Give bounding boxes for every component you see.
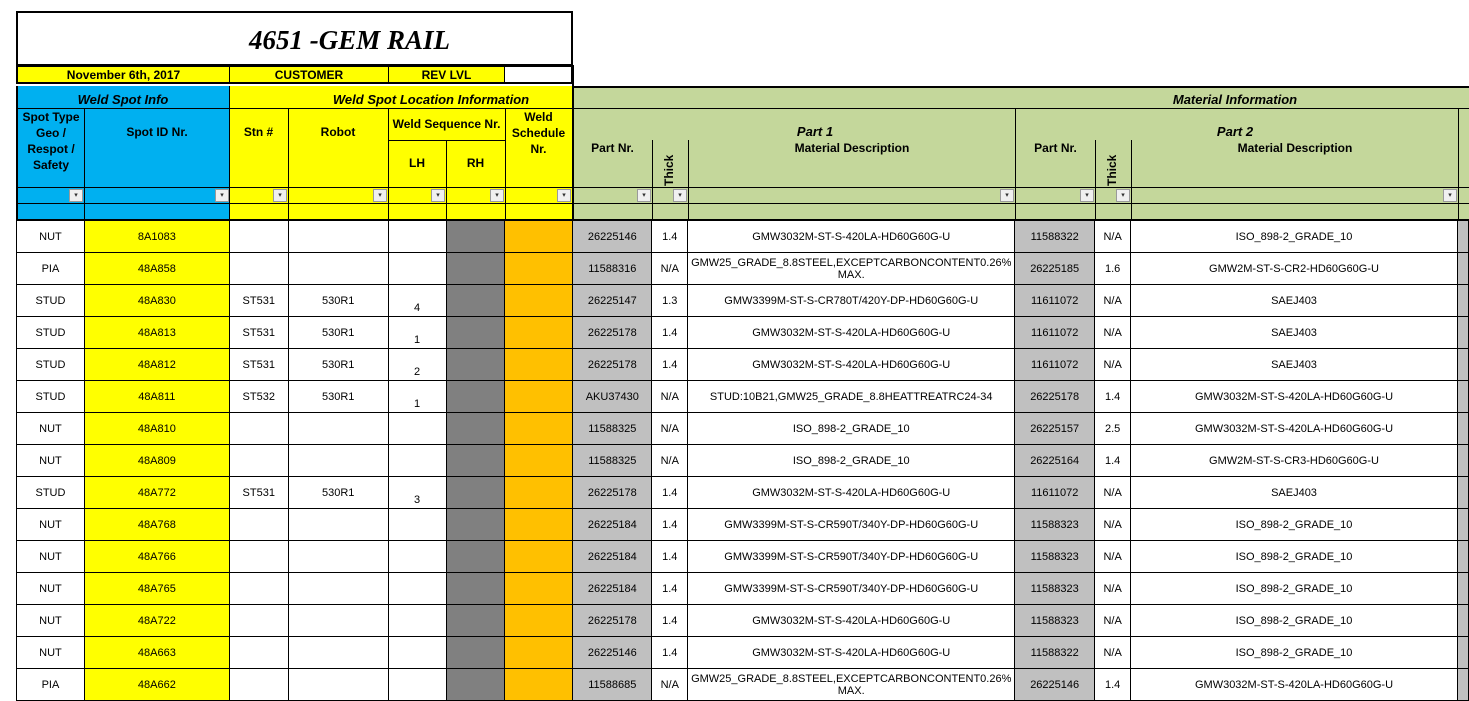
lh-seq-cell[interactable] <box>388 509 446 541</box>
lh-seq-cell[interactable]: 1 <box>388 381 446 413</box>
part1-nr-cell[interactable]: 11588685 <box>573 669 652 701</box>
edge-cell[interactable] <box>1457 253 1468 285</box>
robot-cell[interactable] <box>288 221 388 253</box>
stn-cell[interactable]: ST531 <box>229 349 288 381</box>
col-spot-type: Spot Type Geo / Respot / Safety <box>22 110 80 172</box>
filter-dropdown-icon[interactable]: ▾ <box>69 189 83 202</box>
filter-dropdown-icon[interactable]: ▾ <box>273 189 287 202</box>
part2-thick-cell[interactable]: N/A <box>1095 637 1131 669</box>
part2-nr-cell[interactable]: 11588323 <box>1015 573 1095 605</box>
part2-nr-cell[interactable]: 11611072 <box>1015 349 1095 381</box>
spot-id-cell[interactable]: 48A812 <box>84 349 229 381</box>
spot-type-cell[interactable]: NUT <box>17 637 85 669</box>
robot-cell[interactable]: 530R1 <box>288 381 388 413</box>
part1-material-cell[interactable]: GMW3032M-ST-S-420LA-HD60G60G-U <box>688 349 1015 381</box>
edge-cell[interactable] <box>1457 509 1468 541</box>
filter-dropdown-icon[interactable]: ▾ <box>1116 189 1130 202</box>
table-row[interactable] <box>17 605 1469 637</box>
robot-cell[interactable] <box>288 605 388 637</box>
spot-id-cell[interactable]: 48A810 <box>84 413 229 445</box>
part2-nr-cell[interactable]: 26225185 <box>1015 253 1095 285</box>
filter-dropdown-icon[interactable]: ▾ <box>1443 189 1457 202</box>
stn-cell[interactable] <box>229 445 288 477</box>
part2-material-cell[interactable]: GMW3032M-ST-S-420LA-HD60G60G-U <box>1131 669 1458 701</box>
lh-seq-cell[interactable]: 1 <box>388 317 446 349</box>
stn-cell[interactable] <box>229 509 288 541</box>
part1-nr-cell[interactable]: 26225184 <box>573 573 652 605</box>
stn-cell[interactable] <box>229 573 288 605</box>
edge-cell[interactable] <box>1457 637 1468 669</box>
rh-seq-cell[interactable] <box>446 285 505 317</box>
customer-cell: CUSTOMER <box>229 65 389 84</box>
rh-seq-cell[interactable] <box>446 573 505 605</box>
part1-nr-cell[interactable]: 26225146 <box>573 221 652 253</box>
filter-dropdown-icon[interactable]: ▾ <box>637 189 651 202</box>
sheet-title: 4651 -GEM RAIL <box>248 25 451 55</box>
part2-material-cell[interactable]: GMW2M-ST-S-CR2-HD60G60G-U <box>1131 253 1458 285</box>
col-lh: LH <box>409 156 425 170</box>
weld-spot-info-title: Weld Spot Info <box>77 92 169 107</box>
spot-type-cell[interactable]: PIA <box>17 253 85 285</box>
col-rh: RH <box>466 156 485 170</box>
spot-id-cell[interactable]: 48A722 <box>84 605 229 637</box>
lh-seq-cell[interactable] <box>388 669 446 701</box>
sheet-title-box <box>16 11 573 65</box>
rh-seq-cell[interactable] <box>446 413 505 445</box>
spot-type-cell[interactable]: NUT <box>17 573 85 605</box>
spot-id-cell[interactable]: 48A813 <box>84 317 229 349</box>
edge-cell[interactable] <box>1457 541 1468 573</box>
weld-schedule-cell[interactable] <box>505 573 573 605</box>
spot-id-cell[interactable]: 48A830 <box>84 285 229 317</box>
robot-cell[interactable] <box>288 509 388 541</box>
part2-thick-cell[interactable]: N/A <box>1095 477 1131 509</box>
lh-seq-cell[interactable] <box>388 605 446 637</box>
part2-material-cell[interactable]: ISO_898-2_GRADE_10 <box>1131 573 1458 605</box>
part2-thick-cell[interactable]: N/A <box>1095 349 1131 381</box>
table-row[interactable] <box>17 541 1469 573</box>
filter-dropdown-icon[interactable]: ▾ <box>431 189 445 202</box>
weld-schedule-cell[interactable] <box>505 477 573 509</box>
rh-seq-cell[interactable] <box>446 477 505 509</box>
rh-seq-cell[interactable] <box>446 317 505 349</box>
spot-id-cell[interactable]: 48A772 <box>84 477 229 509</box>
rh-seq-cell[interactable] <box>446 381 505 413</box>
robot-cell[interactable]: 530R1 <box>288 317 388 349</box>
robot-cell[interactable]: 530R1 <box>288 349 388 381</box>
stn-cell[interactable] <box>229 221 288 253</box>
filter-dropdown-icon[interactable]: ▾ <box>1000 189 1014 202</box>
col-robot: Robot <box>320 125 356 139</box>
part1-material-cell[interactable]: GMW25_GRADE_8.8STEEL,EXCEPTCARBONCONTENT0.26%MAX. <box>688 253 1015 285</box>
part2-thick-cell[interactable]: 1.4 <box>1095 381 1131 413</box>
weld-schedule-cell[interactable] <box>505 285 573 317</box>
spot-id-cell[interactable]: 48A766 <box>84 541 229 573</box>
part1-nr-cell[interactable]: 11588325 <box>573 445 652 477</box>
part2-thick-cell[interactable]: 1.4 <box>1095 445 1131 477</box>
part1-nr-cell[interactable]: 26225178 <box>573 605 652 637</box>
weld-schedule-cell[interactable] <box>505 541 573 573</box>
stn-cell[interactable] <box>229 669 288 701</box>
col-part1-thick: Thick <box>662 154 676 186</box>
part1-material-cell[interactable]: GMW3399M-ST-S-CR780T/420Y-DP-HD60G60G-U <box>688 285 1015 317</box>
edge-cell[interactable] <box>1457 669 1468 701</box>
robot-cell[interactable]: 530R1 <box>288 477 388 509</box>
col-weld-schedule: Weld Schedule Nr. <box>511 110 566 156</box>
part2-material-cell[interactable]: SAEJ403 <box>1131 317 1458 349</box>
part1-nr-cell[interactable]: 26225146 <box>573 637 652 669</box>
weld-schedule-cell[interactable] <box>505 605 573 637</box>
part1-nr-cell[interactable]: 26225147 <box>573 285 652 317</box>
part2-thick-cell[interactable]: N/A <box>1095 317 1131 349</box>
edge-cell[interactable] <box>1457 477 1468 509</box>
col-spot-id: Spot ID Nr. <box>126 125 188 139</box>
part1-thick-cell[interactable]: N/A <box>652 413 688 445</box>
spot-type-cell[interactable]: STUD <box>17 285 85 317</box>
part2-thick-cell[interactable]: 2.5 <box>1095 413 1131 445</box>
stn-cell[interactable] <box>229 253 288 285</box>
part1-thick-cell[interactable]: 1.4 <box>652 477 688 509</box>
part1-thick-cell[interactable]: N/A <box>652 381 688 413</box>
spot-id-cell[interactable]: 48A811 <box>84 381 229 413</box>
part2-thick-cell[interactable]: N/A <box>1095 605 1131 637</box>
part2-nr-cell[interactable]: 26225178 <box>1015 381 1095 413</box>
part1-thick-cell[interactable]: 1.4 <box>652 349 688 381</box>
part1-material-cell[interactable]: GMW25_GRADE_8.8STEEL,EXCEPTCARBONCONTENT0.26%MAX. <box>688 669 1015 701</box>
spot-id-cell[interactable]: 48A765 <box>84 573 229 605</box>
part2-nr-cell[interactable]: 11588322 <box>1015 221 1095 253</box>
rh-seq-cell[interactable] <box>446 221 505 253</box>
edge-cell[interactable] <box>1457 445 1468 477</box>
part1-material-cell[interactable]: GMW3032M-ST-S-420LA-HD60G60G-U <box>688 317 1015 349</box>
robot-cell[interactable] <box>288 253 388 285</box>
rh-seq-cell[interactable] <box>446 445 505 477</box>
edge-cell[interactable] <box>1457 381 1468 413</box>
col-stn: Stn # <box>243 125 274 139</box>
part1-title: Part 1 <box>796 124 834 139</box>
part2-nr-cell[interactable]: 11588322 <box>1015 637 1095 669</box>
table-row[interactable] <box>17 253 1469 285</box>
table-row[interactable] <box>17 637 1469 669</box>
part1-material-cell[interactable]: ISO_898-2_GRADE_10 <box>688 413 1015 445</box>
part1-thick-cell[interactable]: 1.4 <box>652 637 688 669</box>
filter-dropdown-icon[interactable]: ▾ <box>373 189 387 202</box>
spot-id-cell[interactable]: 48A663 <box>84 637 229 669</box>
stn-cell[interactable]: ST531 <box>229 317 288 349</box>
col-part2-nr: Part Nr. <box>1034 141 1077 155</box>
part1-thick-cell[interactable]: N/A <box>652 669 688 701</box>
robot-cell[interactable] <box>288 637 388 669</box>
part2-nr-cell[interactable]: 11611072 <box>1015 477 1095 509</box>
date-cell: November 6th, 2017 <box>16 65 230 84</box>
spot-id-cell[interactable]: 8A1083 <box>84 221 229 253</box>
lh-seq-cell[interactable] <box>388 541 446 573</box>
part1-thick-cell[interactable]: N/A <box>652 445 688 477</box>
part1-nr-cell[interactable]: 11588316 <box>573 253 652 285</box>
lh-seq-cell[interactable] <box>388 221 446 253</box>
lh-seq-cell[interactable] <box>388 253 446 285</box>
part2-thick-cell[interactable]: N/A <box>1095 285 1131 317</box>
part1-material-cell[interactable]: GMW3032M-ST-S-420LA-HD60G60G-U <box>688 637 1015 669</box>
spot-type-cell[interactable]: NUT <box>17 413 85 445</box>
spot-id-cell[interactable]: 48A768 <box>84 509 229 541</box>
col-part2-thick: Thick <box>1105 154 1119 186</box>
edge-cell[interactable] <box>1457 605 1468 637</box>
spot-id-cell[interactable]: 48A809 <box>84 445 229 477</box>
part2-title: Part 2 <box>1216 124 1254 139</box>
part1-material-cell[interactable]: GMW3032M-ST-S-420LA-HD60G60G-U <box>688 605 1015 637</box>
stn-cell[interactable]: ST531 <box>229 477 288 509</box>
table-row[interactable] <box>17 445 1469 477</box>
part1-nr-cell[interactable]: 11588325 <box>573 413 652 445</box>
part2-material-cell[interactable]: ISO_898-2_GRADE_10 <box>1131 541 1458 573</box>
part2-thick-cell[interactable]: 1.4 <box>1095 669 1131 701</box>
lh-seq-cell[interactable] <box>388 573 446 605</box>
part2-material-cell[interactable]: ISO_898-2_GRADE_10 <box>1131 605 1458 637</box>
edge-cell[interactable] <box>1457 221 1468 253</box>
table-row[interactable] <box>17 509 1469 541</box>
table-row[interactable] <box>17 477 1469 509</box>
weld-schedule-cell[interactable] <box>505 221 573 253</box>
part1-thick-cell[interactable]: 1.4 <box>652 221 688 253</box>
filter-dropdown-icon[interactable]: ▾ <box>215 189 229 202</box>
part1-material-cell[interactable]: GMW3399M-ST-S-CR590T/340Y-DP-HD60G60G-U <box>688 509 1015 541</box>
table-row[interactable] <box>17 669 1469 701</box>
rh-seq-cell[interactable] <box>446 541 505 573</box>
edge-cell[interactable] <box>1457 573 1468 605</box>
rh-seq-cell[interactable] <box>446 669 505 701</box>
edge-cell[interactable] <box>1457 285 1468 317</box>
weld-schedule-cell[interactable] <box>505 413 573 445</box>
part1-material-cell[interactable]: GMW3399M-ST-S-CR590T/340Y-DP-HD60G60G-U <box>688 541 1015 573</box>
part2-thick-cell[interactable]: N/A <box>1095 221 1131 253</box>
filter-dropdown-icon[interactable]: ▾ <box>490 189 504 202</box>
spot-type-cell[interactable]: NUT <box>17 221 85 253</box>
lh-seq-cell[interactable] <box>388 637 446 669</box>
stn-cell[interactable]: ST531 <box>229 285 288 317</box>
part2-material-cell[interactable]: SAEJ403 <box>1131 349 1458 381</box>
lh-seq-cell[interactable] <box>388 413 446 445</box>
stn-cell[interactable] <box>229 541 288 573</box>
edge-cell[interactable] <box>1457 413 1468 445</box>
weld-schedule-cell[interactable] <box>505 349 573 381</box>
robot-cell[interactable] <box>288 445 388 477</box>
part2-nr-cell[interactable]: 11588323 <box>1015 605 1095 637</box>
part1-nr-cell[interactable]: 26225184 <box>573 509 652 541</box>
robot-cell[interactable] <box>288 669 388 701</box>
robot-cell[interactable] <box>288 541 388 573</box>
weld-schedule-cell[interactable] <box>505 445 573 477</box>
lh-seq-cell[interactable] <box>388 445 446 477</box>
col-part1-nr: Part Nr. <box>591 141 634 155</box>
filter-dropdown-icon[interactable]: ▾ <box>1080 189 1094 202</box>
part1-material-cell[interactable]: GMW3032M-ST-S-420LA-HD60G60G-U <box>688 477 1015 509</box>
part2-material-cell[interactable]: ISO_898-2_GRADE_10 <box>1131 221 1458 253</box>
weld-schedule-cell[interactable] <box>505 381 573 413</box>
edge-cell[interactable] <box>1457 349 1468 381</box>
part2-material-cell[interactable]: GMW2M-ST-S-CR3-HD60G60G-U <box>1131 445 1458 477</box>
lh-seq-cell[interactable]: 2 <box>388 349 446 381</box>
part1-material-cell[interactable]: ISO_898-2_GRADE_10 <box>688 445 1015 477</box>
part1-nr-cell[interactable]: 26225178 <box>573 349 652 381</box>
spot-type-cell[interactable]: STUD <box>17 477 85 509</box>
table-row[interactable] <box>17 349 1469 381</box>
part2-material-cell[interactable]: SAEJ403 <box>1131 285 1458 317</box>
stn-cell[interactable] <box>229 637 288 669</box>
part1-thick-cell[interactable]: 1.4 <box>652 317 688 349</box>
spot-type-cell[interactable]: STUD <box>17 349 85 381</box>
part1-thick-cell[interactable]: 1.4 <box>652 573 688 605</box>
part1-nr-cell[interactable]: AKU37430 <box>573 381 652 413</box>
part2-thick-cell[interactable]: N/A <box>1095 573 1131 605</box>
part1-material-cell[interactable]: GMW3399M-ST-S-CR590T/340Y-DP-HD60G60G-U <box>688 573 1015 605</box>
location-info-title: Weld Spot Location Information <box>332 92 530 107</box>
col-part1-material: Material Description <box>794 141 910 155</box>
col-part2-material: Material Description <box>1237 141 1353 155</box>
part2-nr-cell[interactable]: 11611072 <box>1015 317 1095 349</box>
part1-material-cell[interactable]: STUD:10B21,GMW25_GRADE_8.8HEATTREATRC24-34 <box>688 381 1015 413</box>
part2-nr-cell[interactable]: 11611072 <box>1015 285 1095 317</box>
weld-schedule-cell[interactable] <box>505 669 573 701</box>
spot-type-cell[interactable]: PIA <box>17 669 85 701</box>
part1-nr-cell[interactable]: 26225178 <box>573 477 652 509</box>
part1-material-cell[interactable]: GMW3032M-ST-S-420LA-HD60G60G-U <box>688 221 1015 253</box>
part2-material-cell[interactable]: ISO_898-2_GRADE_10 <box>1131 637 1458 669</box>
part2-material-cell[interactable]: GMW3032M-ST-S-420LA-HD60G60G-U <box>1131 413 1458 445</box>
spot-type-cell[interactable]: STUD <box>17 381 85 413</box>
spot-id-cell[interactable]: 48A662 <box>84 669 229 701</box>
filter-dropdown-icon[interactable]: ▾ <box>557 189 571 202</box>
rh-seq-cell[interactable] <box>446 637 505 669</box>
table-row[interactable] <box>17 221 1469 253</box>
robot-cell[interactable] <box>288 413 388 445</box>
col-weld-seq: Weld Sequence Nr. <box>392 117 501 131</box>
table-row[interactable] <box>17 573 1469 605</box>
part2-thick-cell[interactable]: 1.6 <box>1095 253 1131 285</box>
stn-cell[interactable] <box>229 605 288 637</box>
lh-seq-cell[interactable]: 3 <box>388 477 446 509</box>
part2-nr-cell[interactable]: 11588323 <box>1015 509 1095 541</box>
robot-cell[interactable] <box>288 573 388 605</box>
spot-type-cell[interactable]: NUT <box>17 445 85 477</box>
filter-dropdown-icon[interactable]: ▾ <box>673 189 687 202</box>
part1-thick-cell[interactable]: 1.4 <box>652 605 688 637</box>
spot-type-cell[interactable]: NUT <box>17 605 85 637</box>
rh-seq-cell[interactable] <box>446 253 505 285</box>
rh-seq-cell[interactable] <box>446 605 505 637</box>
table-row[interactable] <box>17 413 1469 445</box>
table-row[interactable] <box>17 381 1469 413</box>
rh-seq-cell[interactable] <box>446 509 505 541</box>
weld-schedule-cell[interactable] <box>505 317 573 349</box>
part1-nr-cell[interactable]: 26225184 <box>573 541 652 573</box>
weld-spot-table <box>16 220 1469 701</box>
rh-seq-cell[interactable] <box>446 349 505 381</box>
part2-material-cell[interactable]: ISO_898-2_GRADE_10 <box>1131 509 1458 541</box>
part1-nr-cell[interactable]: 26225178 <box>573 317 652 349</box>
material-info-title: Material Information <box>1172 92 1298 107</box>
lh-seq-cell[interactable]: 4 <box>388 285 446 317</box>
part2-thick-cell[interactable]: N/A <box>1095 541 1131 573</box>
part1-thick-cell[interactable]: 1.3 <box>652 285 688 317</box>
part2-material-cell[interactable]: SAEJ403 <box>1131 477 1458 509</box>
rev-lvl-cell: REV LVL <box>388 65 505 84</box>
spot-type-cell[interactable]: NUT <box>17 541 85 573</box>
spot-type-cell[interactable]: STUD <box>17 317 85 349</box>
edge-cell[interactable] <box>1457 317 1468 349</box>
weld-schedule-cell[interactable] <box>505 509 573 541</box>
part2-nr-cell[interactable]: 26225157 <box>1015 413 1095 445</box>
spot-id-cell[interactable]: 48A858 <box>84 253 229 285</box>
part2-thick-cell[interactable]: N/A <box>1095 509 1131 541</box>
part2-nr-cell[interactable]: 26225146 <box>1015 669 1095 701</box>
part1-thick-cell[interactable]: 1.4 <box>652 509 688 541</box>
part1-thick-cell[interactable]: 1.4 <box>652 541 688 573</box>
weld-schedule-cell[interactable] <box>505 637 573 669</box>
stn-cell[interactable]: ST532 <box>229 381 288 413</box>
table-row[interactable] <box>17 317 1469 349</box>
rev-lvl-value-cell <box>504 65 573 84</box>
table-row[interactable] <box>17 285 1469 317</box>
part2-nr-cell[interactable]: 26225164 <box>1015 445 1095 477</box>
part1-thick-cell[interactable]: N/A <box>652 253 688 285</box>
stn-cell[interactable] <box>229 413 288 445</box>
part2-nr-cell[interactable]: 11588323 <box>1015 541 1095 573</box>
weld-schedule-cell[interactable] <box>505 253 573 285</box>
spot-type-cell[interactable]: NUT <box>17 509 85 541</box>
part2-material-cell[interactable]: GMW3032M-ST-S-420LA-HD60G60G-U <box>1131 381 1458 413</box>
robot-cell[interactable]: 530R1 <box>288 285 388 317</box>
